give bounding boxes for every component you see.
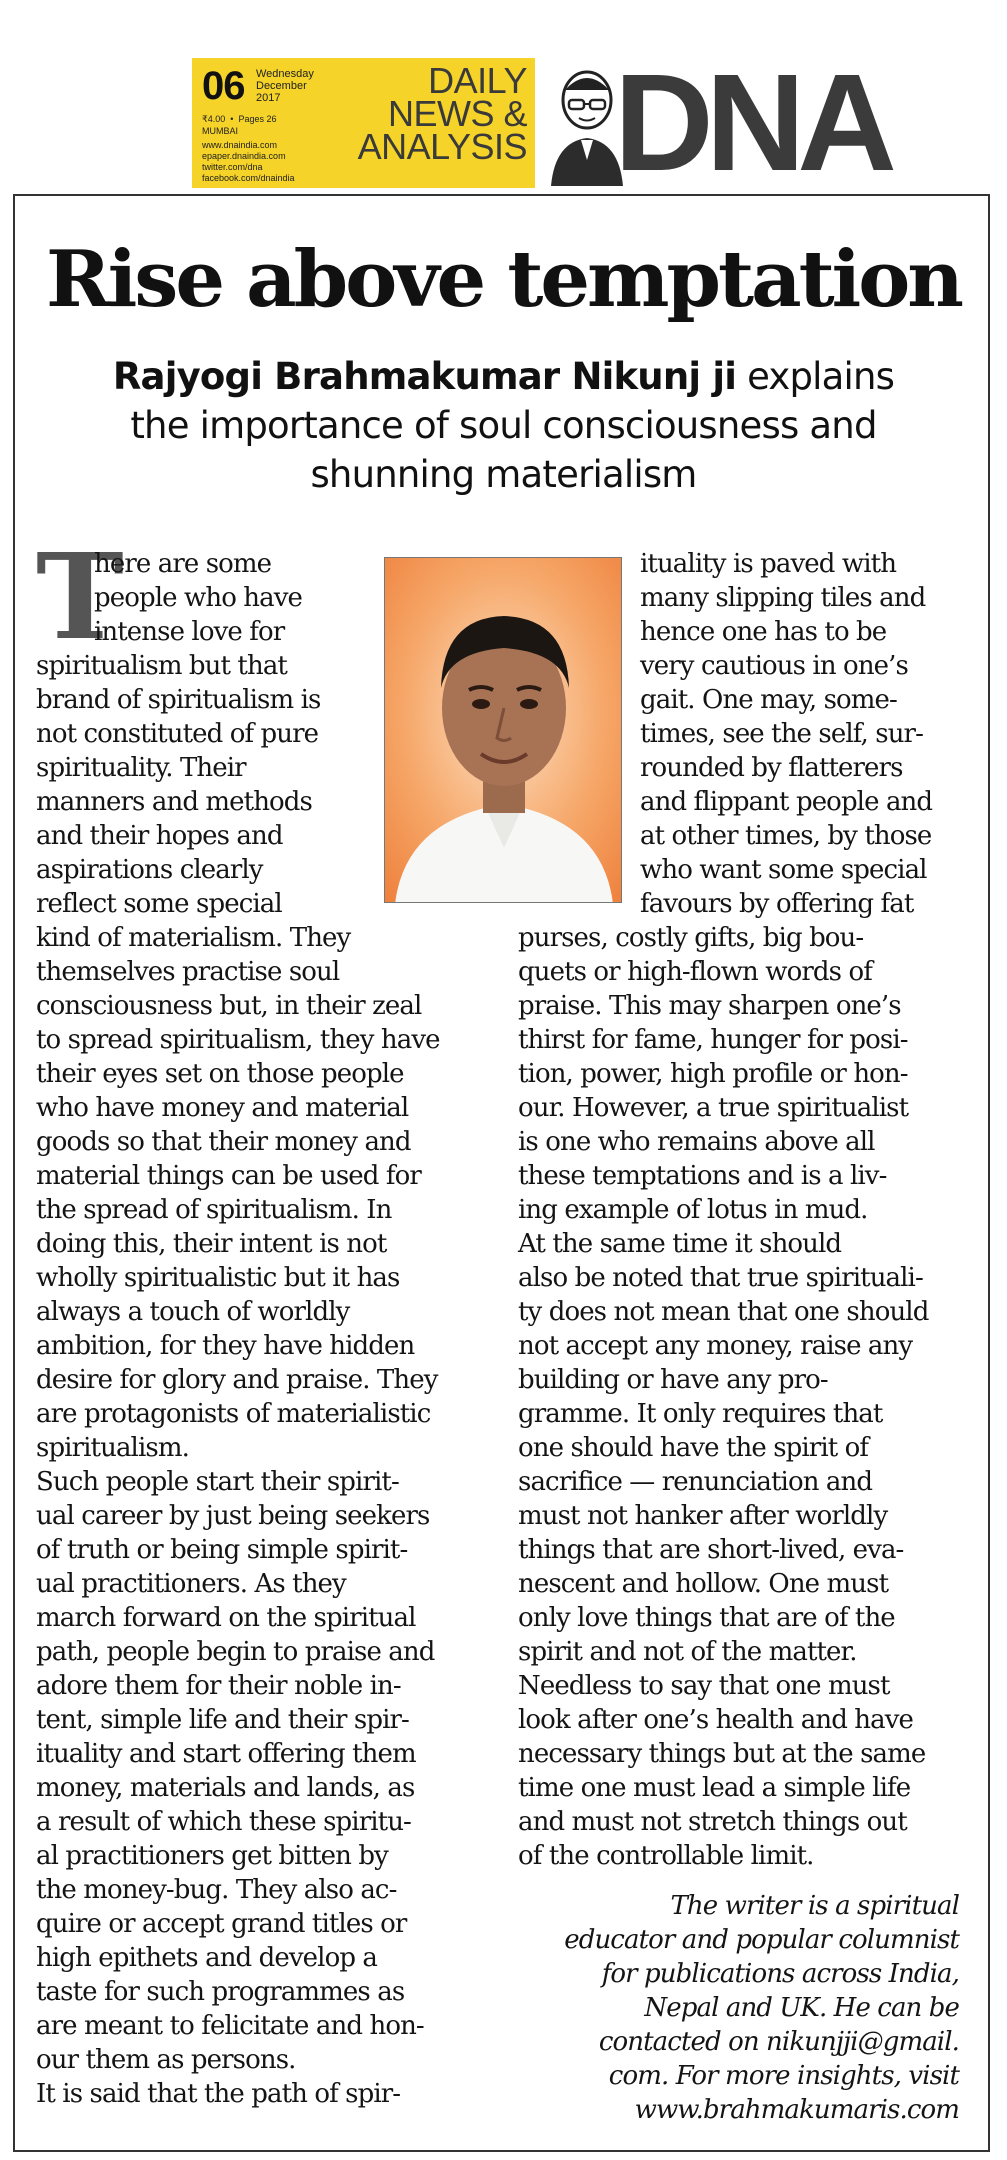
text-line: favours by offering fat	[640, 889, 914, 919]
text-line: here are some	[94, 549, 272, 579]
text-line: praise. This may sharpen one’s	[518, 991, 901, 1021]
text-line: kind of materialism. They	[36, 923, 351, 953]
text-line: our them as persons.	[36, 2045, 296, 2075]
article-standfirst	[40, 352, 967, 499]
standfirst-line-3: shunning materialism	[310, 453, 697, 496]
edition-city: MUMBAI	[202, 126, 238, 136]
text-line: gramme. It only requires that	[518, 1399, 883, 1429]
text-line: many slipping tiles and	[640, 583, 926, 613]
text-line: path, people begin to praise and	[36, 1637, 435, 1667]
price-line	[202, 114, 276, 125]
issue-day-number: 06	[202, 64, 245, 108]
text-line: com. For more insights, visit	[608, 2061, 959, 2091]
text-line: are meant to felicitate and hon-	[36, 2011, 424, 2041]
issue-date	[256, 68, 314, 104]
text-line: and flippant people and	[640, 787, 933, 817]
text-line: spiritualism.	[36, 1433, 189, 1463]
text-line: nescent and hollow. One must	[518, 1569, 889, 1599]
text-line: intense love for	[94, 617, 285, 647]
text-line: time one must lead a simple life	[518, 1773, 911, 1803]
text-line: educator and popular columnist	[564, 1925, 959, 1955]
separator-bullet: •	[230, 114, 234, 124]
text-line: reflect some special	[36, 889, 282, 919]
text-line: are protagonists of materialistic	[36, 1399, 431, 1429]
text-line: hence one has to be	[640, 617, 887, 647]
text-line: of truth or being simple spirit-	[36, 1535, 408, 1565]
text-line: rounded by flatterers	[640, 753, 903, 783]
twitter-link: twitter.com/dna	[202, 162, 263, 172]
text-line: purses, costly gifts, big bou-	[518, 923, 864, 953]
text-line: the spread of spiritualism. In	[36, 1195, 392, 1225]
text-line: wholly spiritualistic but it has	[36, 1263, 400, 1293]
drop-cap: T	[36, 527, 124, 666]
text-line: ty does not mean that one should	[518, 1297, 929, 1327]
text-line: at other times, by those	[640, 821, 932, 851]
text-line: is one who remains above all	[518, 1127, 875, 1157]
web-links	[202, 140, 295, 184]
standfirst-line-1: explains	[736, 355, 895, 398]
text-line: thirst for fame, hunger for posi-	[518, 1025, 908, 1055]
article-headline: Rise above temptation	[45, 234, 962, 325]
text-line: also be noted that true spirituali-	[518, 1263, 923, 1293]
issue-year: 2017	[256, 92, 281, 104]
author-name: Rajyogi Brahmakumar Nikunj ji	[112, 355, 737, 398]
text-line: quets or high-flown words of	[518, 957, 872, 987]
text-line: very cautious in one’s	[640, 651, 908, 681]
text-line: taste for such programmes as	[36, 1977, 405, 2007]
text-line: ituality is paved with	[640, 549, 897, 579]
text-line: ual practitioners. As they	[36, 1569, 346, 1599]
text-line: contacted on nikunjji@gmail.	[598, 2027, 959, 2057]
text-line: march forward on the spiritual	[36, 1603, 416, 1633]
text-line: brand of spiritualism is	[36, 685, 321, 715]
text-line: these temptations and is a liv-	[518, 1161, 887, 1191]
text-line: their eyes set on those people	[36, 1059, 404, 1089]
text-line: money, materials and lands, as	[36, 1773, 415, 1803]
text-line: the money-bug. They also ac-	[36, 1875, 397, 1905]
text-line: people who have	[94, 583, 303, 613]
issue-weekday: Wednesday	[256, 68, 314, 80]
standfirst-line-2: the importance of soul consciousness and	[130, 404, 877, 447]
brand-words	[357, 60, 527, 167]
text-line: sacrifice — renunciation and	[518, 1467, 873, 1497]
text-line: manners and methods	[36, 787, 312, 817]
text-line: our. However, a true spiritualist	[518, 1093, 909, 1123]
dna-logo: DNA	[614, 46, 889, 200]
text-line: building or have any pro-	[518, 1365, 828, 1395]
brand-word-daily: DAILY	[428, 60, 527, 101]
text-line: desire for glory and praise. They	[36, 1365, 438, 1395]
text-line: of the controllable limit.	[518, 1841, 814, 1871]
text-line: a result of which these spiritu-	[36, 1807, 411, 1837]
brand-word-analysis: ANALYSIS	[357, 126, 527, 167]
text-line: tion, power, high profile or hon-	[518, 1059, 908, 1089]
text-line: ambition, for they have hidden	[36, 1331, 415, 1361]
text-line: ual career by just being seekers	[36, 1501, 430, 1531]
text-line: It is said that the path of spir-	[36, 2079, 401, 2109]
text-line: who have money and material	[36, 1093, 409, 1123]
text-line: and their hopes and	[36, 821, 283, 851]
text-line: to spread spiritualism, they have	[36, 1025, 440, 1055]
author-bio	[564, 1889, 959, 2127]
text-line: The writer is a spiritual	[670, 1891, 959, 1921]
text-line: times, see the self, sur-	[640, 719, 923, 749]
text-line: material things can be used for	[36, 1161, 421, 1191]
text-line: look after one’s health and have	[518, 1705, 914, 1735]
text-line: www.brahmakumaris.com	[634, 2095, 959, 2125]
text-line: gait. One may, some-	[640, 685, 897, 715]
text-line: At the same time it should	[518, 1229, 842, 1259]
epaper-link: epaper.dnaindia.com	[202, 151, 286, 161]
text-line: aspirations clearly	[36, 855, 263, 885]
text-line: themselves practise soul	[36, 957, 340, 987]
facebook-link: facebook.com/dnaindia	[202, 173, 295, 183]
text-line: only love things that are of the	[518, 1603, 895, 1633]
text-line: Nepal and UK. He can be	[644, 1993, 959, 2023]
issue-month: December	[256, 80, 307, 92]
text-line: high epithets and develop a	[36, 1943, 378, 1973]
text-line: Needless to say that one must	[518, 1671, 890, 1701]
text-line: not accept any money, raise any	[518, 1331, 913, 1361]
text-line: and must not stretch things out	[518, 1807, 907, 1837]
text-line: not constituted of pure	[36, 719, 319, 749]
text-line: adore them for their noble in-	[36, 1671, 401, 1701]
price: ₹4.00	[202, 114, 226, 124]
page-count: Pages 26	[238, 114, 277, 124]
text-line: always a touch of worldly	[36, 1297, 350, 1327]
text-line: who want some special	[640, 855, 927, 885]
text-line: spirit and not of the matter.	[518, 1637, 857, 1667]
brand-word-news: NEWS &	[387, 93, 527, 134]
text-line: tent, simple life and their spir-	[36, 1705, 409, 1735]
website-link: www.dnaindia.com	[202, 140, 278, 150]
text-line: consciousness but, in their zeal	[36, 991, 422, 1021]
text-line: spirituality. Their	[36, 753, 246, 783]
masthead	[192, 46, 889, 200]
text-line: things that are short-lived, eva-	[518, 1535, 904, 1565]
text-line: ing example of lotus in mud.	[518, 1195, 868, 1225]
text-line: al practitioners get bitten by	[36, 1841, 388, 1871]
text-line: one should have the spirit of	[518, 1433, 869, 1463]
text-line: for publications across India,	[601, 1959, 959, 1989]
text-line: doing this, their intent is not	[36, 1229, 387, 1259]
text-line: quire or accept grand titles or	[36, 1909, 407, 1939]
date-box	[192, 58, 535, 188]
article-column-2	[518, 547, 978, 1873]
text-line: must not hanker after worldly	[518, 1501, 888, 1531]
text-line: ituality and start offering them	[36, 1739, 416, 1769]
text-line: necessary things but at the same	[518, 1739, 926, 1769]
text-line: goods so that their money and	[36, 1127, 411, 1157]
article-column-1	[36, 527, 440, 2111]
text-line: spiritualism but that	[36, 651, 287, 681]
text-line: Such people start their spirit-	[36, 1467, 399, 1497]
